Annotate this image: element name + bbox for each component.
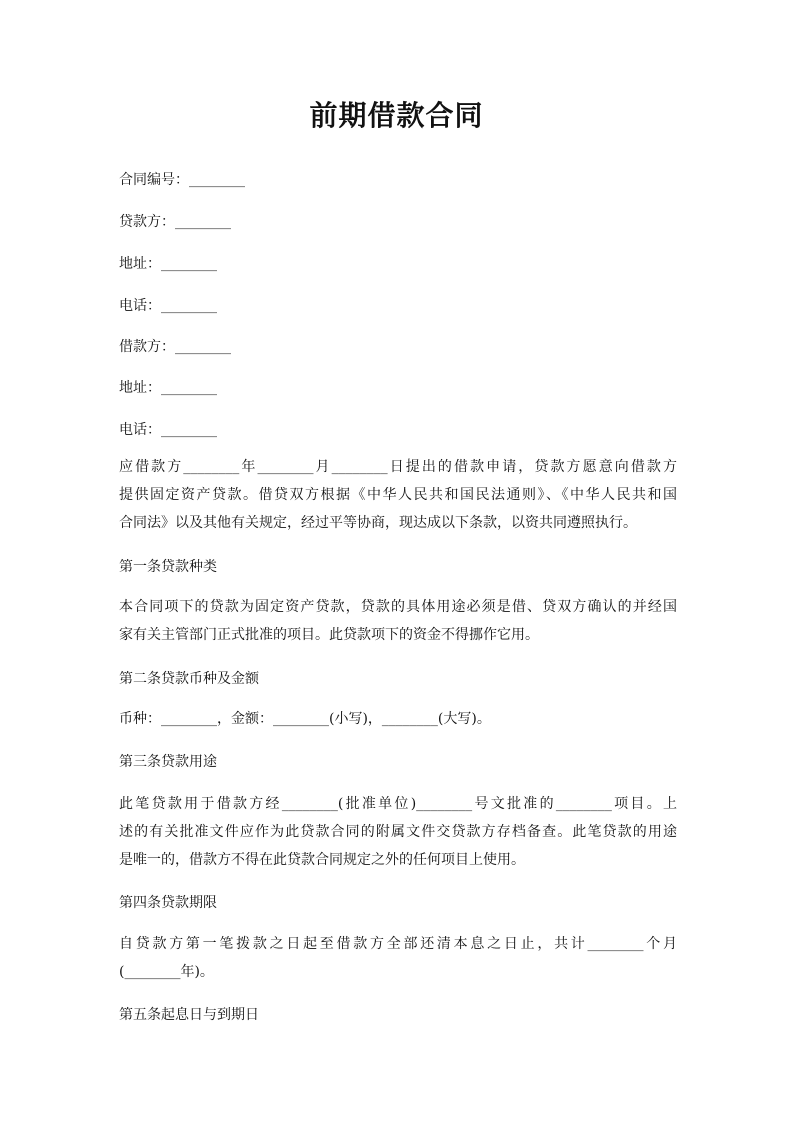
paragraph xyxy=(119,593,677,649)
text-line: 是唯一的，借款方不得在此贷款合同规定之外的任何项目上使用。 xyxy=(119,852,525,868)
contract-field: 合同编号：________ xyxy=(119,172,245,188)
text-line: 第一条贷款种类 xyxy=(119,559,217,575)
text-line: 第四条贷款期限 xyxy=(119,895,217,911)
paragraph xyxy=(119,790,677,874)
section-heading xyxy=(119,1001,677,1029)
text-line: 此笔贷款用于借款方经________(批准单位)________号文批准的________项目。上 xyxy=(119,796,677,812)
text-line: 家有关主管部门正式批准的项目。此贷款项下的资金不得挪作它用。 xyxy=(119,627,539,643)
section-heading xyxy=(119,665,677,693)
paragraph xyxy=(119,453,677,537)
text-line: 第三条贷款用途 xyxy=(119,754,217,770)
paragraph xyxy=(119,930,677,986)
text-line: 提供固定资产贷款。借贷双方根据《中华人民共和国民法通则》、《中华人民共和国 xyxy=(119,487,677,503)
contract-field: 贷款方：________ xyxy=(119,214,231,230)
section-heading xyxy=(119,748,677,776)
text-line: 合同法》以及其他有关规定，经过平等协商，现达成以下条款，以资共同遵照执行。 xyxy=(119,515,637,531)
contract-field: 地址：________ xyxy=(119,256,217,272)
section-heading xyxy=(119,553,677,581)
contract-field: 电话：________ xyxy=(119,298,217,314)
contract-field: 地址：________ xyxy=(119,380,217,396)
text-line: 第二条贷款币种及金额 xyxy=(119,671,259,687)
text-line: 币种：________，金额：________(小写)，________(大写)。 xyxy=(119,711,491,727)
contract-field: 借款方：________ xyxy=(119,339,231,355)
text-line: 自贷款方第一笔拨款之日起至借款方全部还清本息之日止，共计________个月 xyxy=(119,936,677,952)
section-heading xyxy=(119,889,677,917)
text-line: 本合同项下的贷款为固定资产贷款，贷款的具体用途必须是借、贷双方确认的并经国 xyxy=(119,599,677,615)
contract-field: 电话：________ xyxy=(119,422,217,438)
text-line: 第五条起息日与到期日 xyxy=(119,1007,259,1023)
paragraph xyxy=(119,705,677,733)
document-title: 前期借款合同 xyxy=(309,99,484,132)
text-line: 应借款方________年________月________日提出的借款申请，贷款方愿意向借款方 xyxy=(119,459,677,475)
text-line: (________年)。 xyxy=(119,964,214,980)
text-line: 述的有关批准文件应作为此贷款合同的附属文件交贷款方存档备查。此笔贷款的用途 xyxy=(119,824,677,840)
